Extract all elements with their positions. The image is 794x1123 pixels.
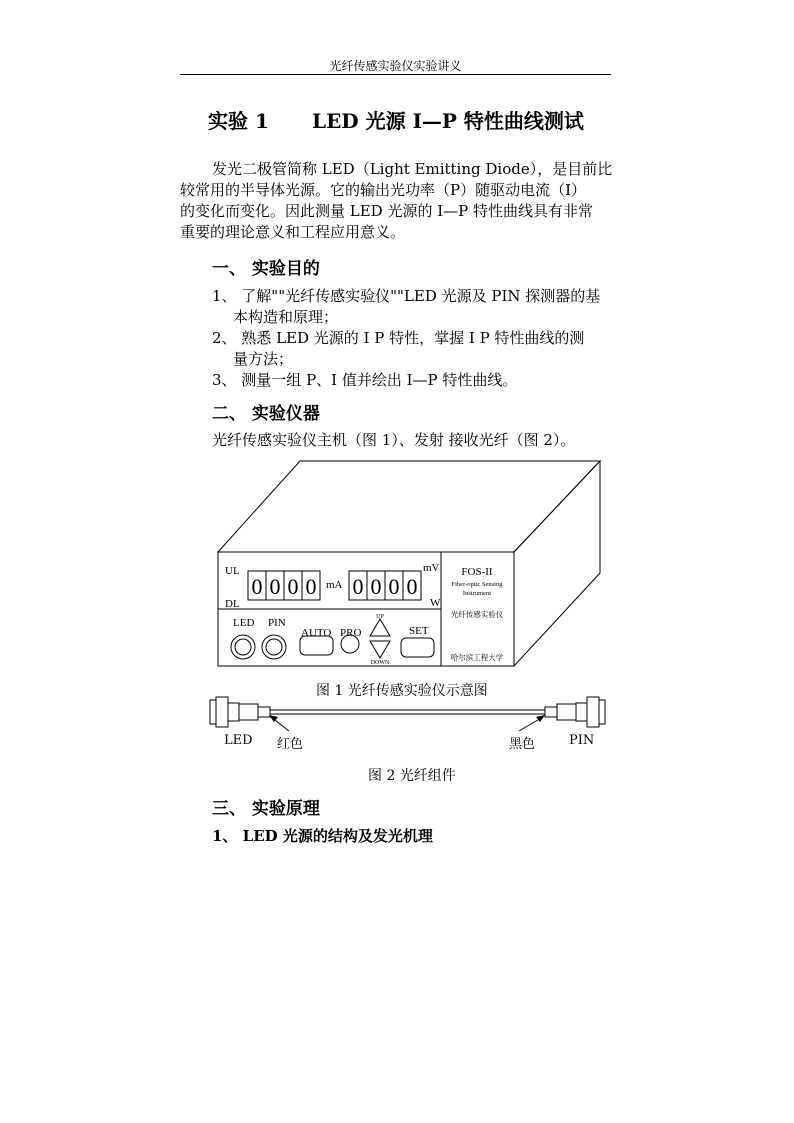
display-left-digit-3: 0 [287, 574, 299, 599]
purpose-item-1-cont: 本构造和原理； [233, 308, 339, 326]
fiber-figure [205, 695, 620, 735]
mv-label: mV [423, 562, 440, 574]
principle-subheading-1: 1、 LED 光源的结构及发光机理 [212, 827, 433, 845]
model-label: FOS-II [461, 566, 493, 578]
ma-label: mA [326, 579, 343, 591]
set-button [401, 638, 434, 657]
figure-1-caption: 图 1 光纤传感实验仪示意图 [316, 683, 488, 699]
w-label: W [430, 597, 441, 609]
purpose-item-2: 2、 熟悉 LED 光源的 I P 特性，掌握 I P 特性曲线的测 [212, 329, 585, 347]
intro-line-2: 较常用的半导体光源。它的输出光功率（P）随驱动电流（I） [180, 181, 587, 199]
pin-label: PIN [268, 617, 286, 629]
display-right-digit-4: 0 [406, 574, 418, 599]
dl-label: DL [225, 598, 240, 610]
experiment-title: LED 光源 I—P 特性曲线测试 [312, 109, 584, 133]
instrument-side-face [514, 461, 600, 666]
intro-line-3: 的变化而变化。因此测量 LED 光源的 I—P 特性曲线具有非常 [180, 202, 594, 220]
display-left-digit-4: 0 [305, 574, 317, 599]
display-right-digit-1: 0 [352, 574, 364, 599]
ul-label: UL [225, 565, 240, 577]
maker-label: 哈尔滨工程大学 [450, 653, 504, 662]
fiber-red-label: 红色 [277, 737, 304, 752]
set-label: SET [409, 625, 429, 637]
display-right-digit-3: 0 [388, 574, 400, 599]
instrument-top-face [218, 461, 600, 552]
auto-label: AUTO [301, 627, 332, 639]
section-heading-instruments: 二、 实验仪器 [212, 404, 320, 424]
figure-2-caption: 图 2 光纤组件 [368, 768, 456, 784]
purpose-item-3: 3、 测量一组 P、I 值并绘出 I—P 特性曲线。 [212, 371, 518, 389]
subtitle-line-2: Instrument [462, 590, 492, 597]
display-left-digit-1: 0 [251, 574, 263, 599]
experiment-number: 实验 1 [208, 109, 269, 133]
purpose-item-2-cont: 量方法； [233, 350, 294, 368]
black-pointer-icon [536, 715, 545, 722]
instruments-text: 光纤传感实验仪主机（图 1）、发射 接收光纤（图 2）。 [212, 431, 576, 449]
chinese-name-label: 光纤传感实验仪 [450, 610, 504, 619]
instrument-figure [200, 455, 620, 680]
fiber-pin-label: PIN [569, 733, 595, 748]
section-heading-purpose: 一、 实验目的 [212, 259, 320, 279]
fiber-led-label: LED [224, 733, 253, 748]
purpose-item-1: 1、 了解""光纤传感实验仪""LED 光源及 PIN 探测器的基 [212, 287, 601, 305]
running-header: 光纤传感实验仪实验讲义 [329, 59, 462, 73]
intro-line-1: 发光二极管简称 LED（Light Emitting Diode），是目前比 [212, 160, 613, 178]
display-left-digit-2: 0 [269, 574, 281, 599]
display-right-digit-2: 0 [370, 574, 382, 599]
pro-label: PRO [340, 627, 362, 639]
intro-line-4: 重要的理论意义和工程应用意义。 [180, 223, 406, 241]
up-arrow-icon [370, 619, 390, 636]
subtitle-line-1: Fiber-optic Sensing [451, 581, 503, 588]
up-label: UP [376, 614, 384, 620]
down-arrow-icon [370, 641, 390, 658]
led-label: LED [233, 617, 255, 629]
header-rule [180, 74, 611, 75]
section-heading-principle: 三、 实验原理 [212, 799, 320, 819]
fiber-black-label: 黑色 [509, 737, 536, 752]
down-label: DOWN [370, 660, 390, 666]
